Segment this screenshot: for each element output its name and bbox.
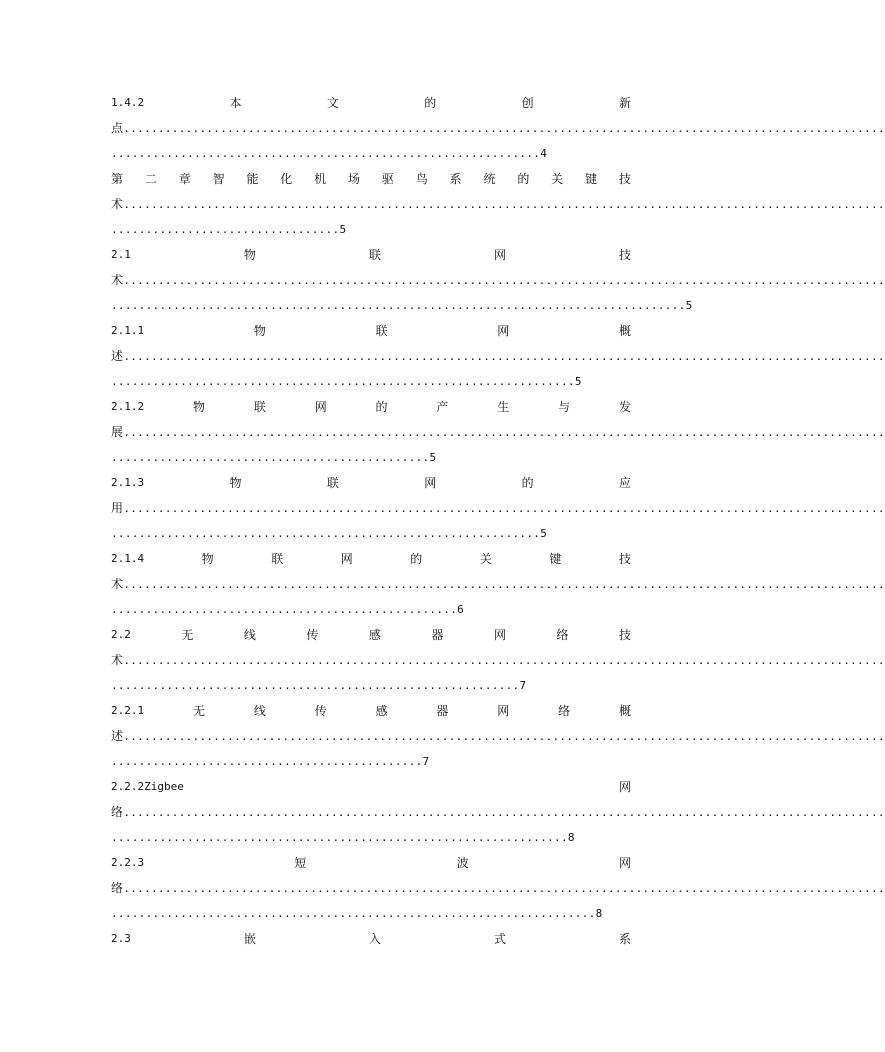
toc-page-line <box>111 448 631 466</box>
title-char: 线 <box>253 704 266 718</box>
toc-heading-line <box>111 170 631 188</box>
toc-page-line <box>111 524 631 542</box>
toc-leader-line <box>111 575 885 593</box>
toc-page-line <box>111 904 631 922</box>
page-number: 8 <box>595 907 603 920</box>
title-char: 的 <box>410 552 423 566</box>
title-char: 技 <box>618 172 631 186</box>
title-char: 网 <box>340 552 353 566</box>
title-char: 第 <box>111 172 124 186</box>
title-char: 传 <box>314 704 327 718</box>
title-char: 应 <box>618 476 631 490</box>
title-char: 智 <box>212 172 225 186</box>
dot-leader: .............................................. <box>111 451 430 464</box>
toc-page-line <box>111 600 631 618</box>
page-number: 4 <box>540 147 548 160</box>
toc-leader-line <box>111 727 885 745</box>
title-char: 网 <box>424 476 437 490</box>
toc-leader-line <box>111 651 885 669</box>
title-char: 鸟 <box>415 172 428 186</box>
toc-leader-line <box>111 347 885 365</box>
title-char: 联 <box>375 324 388 338</box>
title-char: 联 <box>271 552 284 566</box>
page-number: 5 <box>574 375 582 388</box>
title-char: 系 <box>449 172 462 186</box>
title-char: 物 <box>201 552 214 566</box>
toc-heading-line <box>111 550 631 568</box>
title-char: 概 <box>618 324 631 338</box>
dot-leader: .................................................................. <box>111 831 568 844</box>
title-tail: 展 <box>111 425 124 439</box>
title-char: 网 <box>493 248 506 262</box>
title-char: 系 <box>618 932 631 946</box>
dot-leader: ................................................................... <box>111 375 575 388</box>
page-number: 5 <box>540 527 548 540</box>
toc-heading-line <box>111 322 631 340</box>
title-char: 感 <box>375 704 388 718</box>
dot-leader: .............................................................................................................. <box>123 122 885 135</box>
title-char: 统 <box>483 172 496 186</box>
dot-leader: ................................................................................... <box>111 299 686 312</box>
toc-heading-line <box>111 930 631 948</box>
section-number: 2.1.3 <box>111 476 145 489</box>
toc-page-line <box>111 372 631 390</box>
title-char: 无 <box>192 704 205 718</box>
title-char: 键 <box>549 552 562 566</box>
toc-page-line <box>111 220 631 238</box>
toc-heading-line <box>111 398 631 416</box>
title-char: 的 <box>424 96 437 110</box>
title-tail: 述 <box>111 729 124 743</box>
toc-leader-line <box>111 423 885 441</box>
section-number: 2.1.4 <box>111 552 145 565</box>
dot-leader: .............................................................................................................. <box>123 654 885 667</box>
title-char: 器 <box>436 704 449 718</box>
section-number: 2.2.2Zigbee <box>111 780 184 793</box>
title-tail: 络 <box>111 881 124 895</box>
title-tail: 术 <box>111 577 124 591</box>
title-char: 器 <box>431 628 444 642</box>
title-char: 键 <box>585 172 598 186</box>
title-char: 章 <box>178 172 191 186</box>
title-tail: 述 <box>111 349 124 363</box>
dot-leader: ................................. <box>111 223 340 236</box>
toc-page-line <box>111 676 631 694</box>
title-char: 产 <box>436 400 449 414</box>
toc-heading-line <box>111 778 631 796</box>
title-char: 物 <box>192 400 205 414</box>
toc-page-line <box>111 296 693 314</box>
title-char: 驱 <box>381 172 394 186</box>
dot-leader: .............................................................................................................. <box>123 578 885 591</box>
title-char: 网 <box>493 628 506 642</box>
dot-leader: .............................................................................................................. <box>123 806 885 819</box>
title-char: 化 <box>280 172 293 186</box>
title-char: 式 <box>493 932 506 946</box>
title-char: 二 <box>144 172 157 186</box>
title-char: 物 <box>253 324 266 338</box>
title-tail: 术 <box>111 197 124 211</box>
title-char: 网 <box>618 780 631 794</box>
title-char: 嵌 <box>243 932 256 946</box>
title-char: 物 <box>243 248 256 262</box>
title-tail: 用 <box>111 501 124 515</box>
title-char: 技 <box>618 552 631 566</box>
dot-leader: ...................................................................... <box>111 907 596 920</box>
page-number: 5 <box>685 299 693 312</box>
toc-heading-line <box>111 626 631 644</box>
title-char: 的 <box>517 172 530 186</box>
title-char: 入 <box>368 932 381 946</box>
title-char: 络 <box>556 628 569 642</box>
title-char: 的 <box>375 400 388 414</box>
title-char: 关 <box>551 172 564 186</box>
section-number: 2.2.1 <box>111 704 145 717</box>
toc-leader-line <box>111 119 885 137</box>
toc-heading-line <box>111 246 631 264</box>
dot-leader: .................................................. <box>111 603 458 616</box>
title-tail: 络 <box>111 805 124 819</box>
title-char: 无 <box>181 628 194 642</box>
toc-page-line <box>111 144 631 162</box>
title-tail: 术 <box>111 273 124 287</box>
title-char: 感 <box>368 628 381 642</box>
section-number: 2.2 <box>111 628 131 641</box>
title-char: 本 <box>229 96 242 110</box>
dot-leader: .............................................................................................................. <box>123 730 885 743</box>
toc-page-line <box>111 828 631 846</box>
title-char: 联 <box>326 476 339 490</box>
dot-leader: ........................................................... <box>111 679 520 692</box>
toc-page-line <box>111 752 631 770</box>
title-char: 生 <box>497 400 510 414</box>
dot-leader: .............................................................................................................. <box>123 274 885 287</box>
title-char: 与 <box>558 400 571 414</box>
title-tail: 点 <box>111 121 124 135</box>
page-number: 8 <box>567 831 575 844</box>
title-char: 波 <box>456 856 469 870</box>
toc-heading-line <box>111 94 631 112</box>
title-char: 联 <box>368 248 381 262</box>
dot-leader: .............................................................................................................. <box>123 882 885 895</box>
section-number: 2.1.1 <box>111 324 145 337</box>
toc-leader-line <box>111 195 885 213</box>
title-char: 关 <box>479 552 492 566</box>
page-number: 7 <box>519 679 527 692</box>
section-number: 1.4.2 <box>111 96 145 109</box>
page-number: 5 <box>429 451 437 464</box>
dot-leader: .............................................................................................................. <box>123 350 885 363</box>
title-char: 发 <box>618 400 631 414</box>
title-char: 网 <box>618 856 631 870</box>
title-char: 的 <box>521 476 534 490</box>
title-char: 物 <box>229 476 242 490</box>
dot-leader: .............................................................................................................. <box>123 198 885 211</box>
section-number: 2.2.3 <box>111 856 145 869</box>
section-number: 2.3 <box>111 932 131 945</box>
title-char: 文 <box>326 96 339 110</box>
toc-leader-line <box>111 499 885 517</box>
toc-leader-line <box>111 879 885 897</box>
toc-heading-line <box>111 702 631 720</box>
title-char: 创 <box>521 96 534 110</box>
dot-leader: .............................................................................................................. <box>123 502 885 515</box>
title-char: 络 <box>558 704 571 718</box>
title-tail: 术 <box>111 653 124 667</box>
title-char: 新 <box>618 96 631 110</box>
dot-leader: .............................................................. <box>111 147 541 160</box>
title-char: 线 <box>243 628 256 642</box>
section-number: 2.1 <box>111 248 131 261</box>
toc-leader-line <box>111 271 885 289</box>
section-number: 2.1.2 <box>111 400 145 413</box>
toc-leader-line <box>111 803 885 821</box>
toc-heading-line <box>111 474 631 492</box>
toc-heading-line <box>111 854 631 872</box>
dot-leader: .............................................................................................................. <box>123 426 885 439</box>
title-char: 场 <box>348 172 361 186</box>
title-char: 联 <box>253 400 266 414</box>
page-number: 6 <box>457 603 465 616</box>
title-char: 网 <box>314 400 327 414</box>
title-char: 机 <box>314 172 327 186</box>
dot-leader: ............................................. <box>111 755 423 768</box>
title-char: 网 <box>497 704 510 718</box>
title-char: 能 <box>246 172 259 186</box>
title-char: 概 <box>618 704 631 718</box>
page-number: 7 <box>422 755 430 768</box>
page-number: 5 <box>339 223 347 236</box>
title-char: 技 <box>618 628 631 642</box>
dot-leader: .............................................................. <box>111 527 541 540</box>
title-char: 传 <box>306 628 319 642</box>
title-char: 技 <box>618 248 631 262</box>
title-char: 网 <box>497 324 510 338</box>
title-char: 短 <box>294 856 307 870</box>
